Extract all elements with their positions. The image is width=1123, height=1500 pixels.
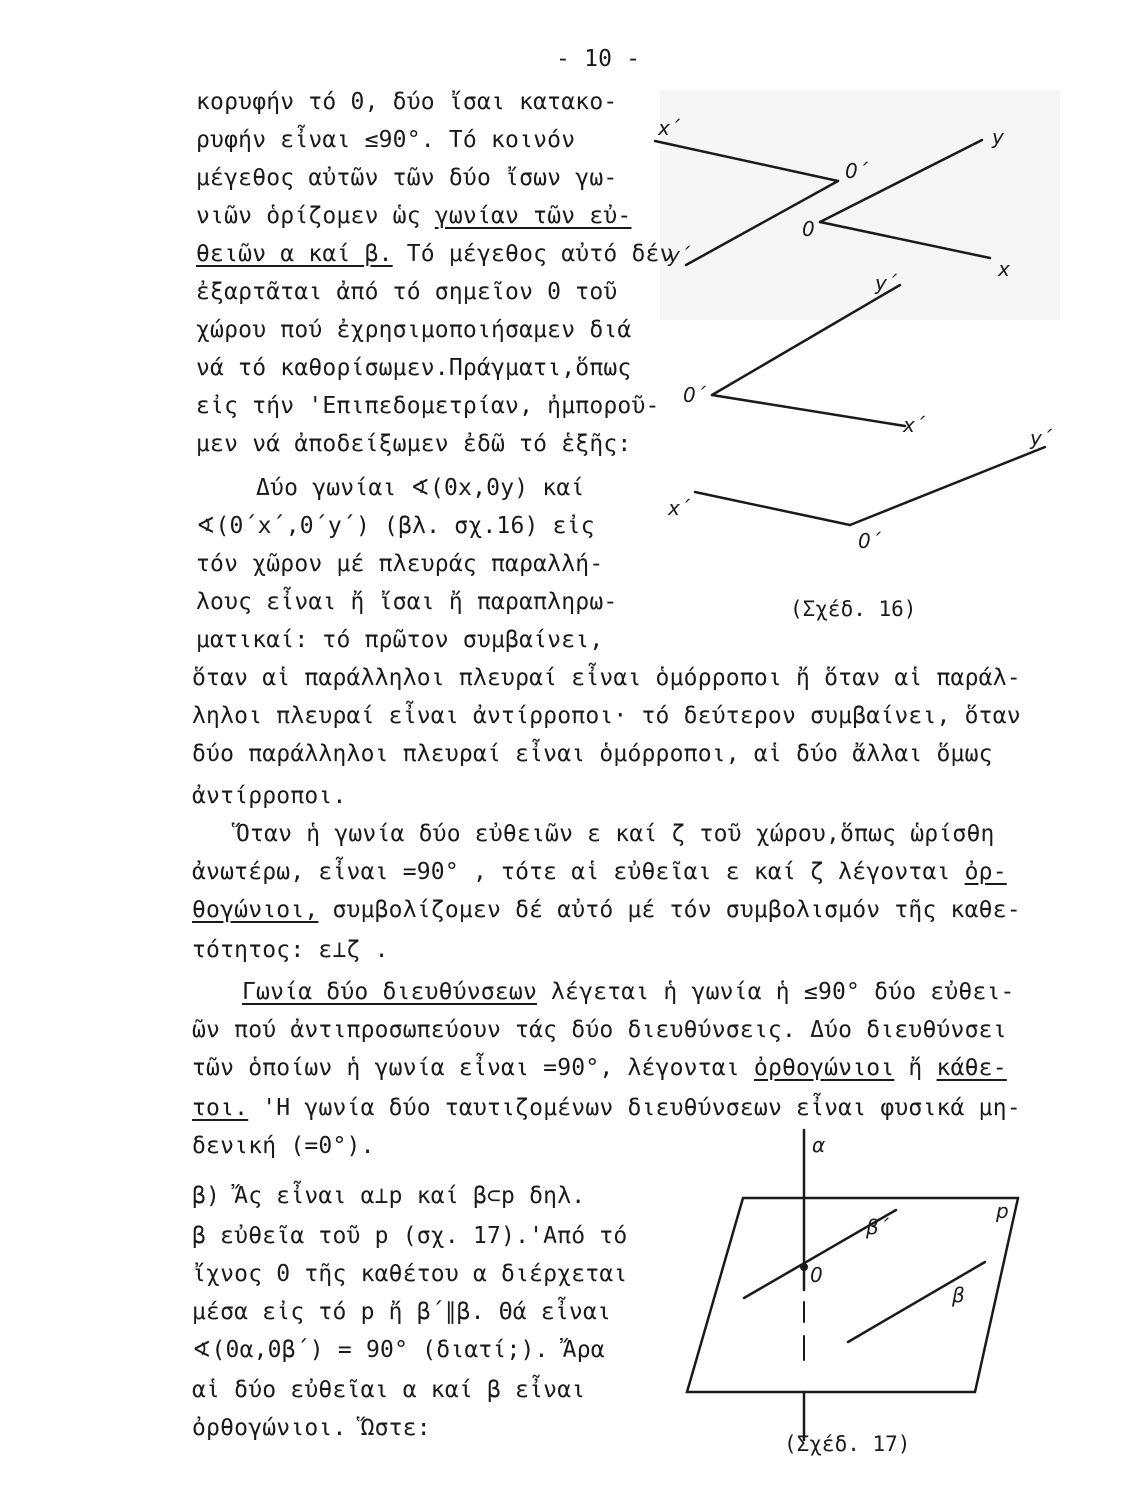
label-alpha: α: [812, 1133, 826, 1157]
label-o-prime: 0΄: [858, 529, 881, 553]
underlined-term: ὀρθογώνιοι: [753, 1055, 895, 1081]
text-segment: ἀνωτέρω, εἶναι =90° , τότε αἱ εὐθεῖαι ε καί ζ λέγονται: [192, 859, 965, 885]
text-line: β εὐθεῖα τοῦ p (σχ. 17).'Από τό: [192, 1223, 628, 1249]
text-line: ὀρθογώνιοι. Ὥστε:: [192, 1415, 431, 1441]
label-beta: β: [952, 1283, 965, 1307]
text-line: β) Ἄς εἶναι α⊥p καί β⊂p δηλ.: [192, 1183, 586, 1209]
text-line: λους εἶναι ἤ ἴσαι ἤ παραπληρω-: [196, 589, 618, 615]
text-segment: Τό μέγεθος αὐτό δέν: [392, 241, 674, 267]
underlined-term: ὀρ-: [964, 859, 1007, 885]
text-line: μεν νά ἀποδείξωμεν ἐδῶ τό ἑξῆς:: [196, 431, 632, 457]
text-segment: λέγεται ἡ γωνία ἡ ≤90° δύο εὐθει-: [537, 979, 1015, 1005]
text-line: ρυφήν εἶναι ≤90°. Τό κοινόν: [196, 127, 576, 153]
point-o: [800, 1263, 808, 1271]
text-line: ὅταν αἱ παράλληλοι πλευραί εἶναι ὁμόρροποι ἤ ὅταν αἱ παράλ-: [192, 665, 1021, 691]
underlined-term: θογώνιοι,: [192, 897, 319, 923]
plane-p: [687, 1198, 1018, 1392]
text-line: ματικαί: τό πρῶτον συμβαίνει,: [196, 627, 604, 653]
label-beta-prime: β΄: [866, 1215, 889, 1239]
text-line: ληλοι πλευραί εἶναι ἀντίρροποι· τό δεύτερον συμβαίνει, ὅταν: [192, 703, 1021, 729]
text-line: τότητος: ε⊥ζ .: [192, 937, 389, 963]
figure-17-caption: (Σχέδ. 17): [784, 1432, 911, 1456]
text-line: τόν χῶρον μέ πλευράς παραλλή-: [196, 551, 604, 577]
label-o-prime: 0΄: [845, 159, 868, 183]
label-y: y: [992, 125, 1004, 149]
figure-16-caption: (Σχέδ. 16): [790, 597, 917, 621]
underlined-term: κάθε-: [936, 1055, 1007, 1081]
text-segment: τῶν ὁποίων ἡ γωνία εἶναι =90°, λέγονται: [192, 1055, 754, 1081]
text-segment: συμβολίζομεν δέ αὐτό μέ τόν συμβολισμόν τῆς καθε-: [318, 897, 1021, 923]
text-segment: ἤ: [894, 1055, 937, 1081]
text-line: ∢(0΄x΄,0΄y΄) (βλ. σχ.16) εἰς: [196, 513, 595, 539]
text-line: Δύο γωνίαι ∢(0x,0y) καί: [256, 475, 585, 501]
text-line: δύο παράλληλοι πλευραί εἶναι ὁμόρροποι, αἱ δύο ἄλλαι ὅμως: [192, 741, 993, 767]
label-x-prime: x΄: [668, 496, 690, 520]
underlined-term: γωνίαν τῶν εὐ-: [434, 203, 632, 229]
label-y-prime: y΄: [1030, 426, 1052, 450]
page-number: - 10 -: [556, 46, 641, 72]
underlined-term: Γωνία δύο διευθύνσεων: [242, 979, 537, 1005]
label-y-prime: y΄: [875, 271, 897, 295]
text-line: χώρου πού ἐχρησιμοποιήσαμεν διά: [196, 317, 632, 343]
text-line: Ὅταν ἡ γωνία δύο εὐθειῶν ε καί ζ τοῦ χώρου,ὅπως ὡρίσθη: [236, 821, 995, 847]
text-line: ῶν πού ἀντιπροσωπεύουν τάς δύο διευθύνσεις. Δύο διευθύνσει: [192, 1017, 1007, 1043]
text-line: ἴχνος 0 τῆς καθέτου α διέρχεται: [192, 1261, 628, 1287]
label-o-prime: 0΄: [683, 383, 706, 407]
text-line: εἰς τήν 'Επιπεδομετρίαν, ἠμποροῦ-: [196, 393, 660, 419]
text-line: δενική (=0°).: [192, 1133, 375, 1159]
label-p: p: [996, 1199, 1009, 1223]
text-line: κορυφήν τό 0, δύο ἴσαι κατακο-: [196, 89, 618, 115]
text-line: ∢(0α,0β΄) = 90° (διατί;). Ἄρα: [192, 1337, 605, 1363]
text-line: νά τό καθορίσωμεν.Πράγματι,ὅπως: [196, 355, 632, 381]
label-x: x: [998, 257, 1010, 281]
text-line: ἀντίρροποι.: [192, 783, 347, 809]
underlined-term: θειῶν α καί β.: [196, 241, 393, 267]
label-y-prime: y΄: [668, 243, 690, 267]
text-line: μέγεθος αὐτῶν τῶν δύο ἴσων γω-: [196, 165, 618, 191]
label-x-prime: x΄: [658, 116, 680, 140]
text-line: αἱ δύο εὐθεῖαι α καί β εἶναι: [192, 1377, 586, 1403]
label-x-prime: x΄: [903, 413, 925, 437]
text-segment: 'Η γωνία δύο ταυτιζομένων διευθύνσεων εἶναι φυσικά μη-: [248, 1095, 1021, 1121]
label-o: 0: [810, 1263, 823, 1287]
text-line: ἐξαρτᾶται ἀπό τό σημεῖον 0 τοῦ: [196, 279, 618, 305]
text-segment: νιῶν ὁρίζομεν ὡς: [196, 203, 435, 229]
underlined-term: τοι.: [192, 1095, 249, 1121]
text-line: μέσα εἰς τό p ἤ β΄∥β. Θά εἶναι: [192, 1299, 612, 1325]
label-o: 0: [802, 217, 815, 241]
